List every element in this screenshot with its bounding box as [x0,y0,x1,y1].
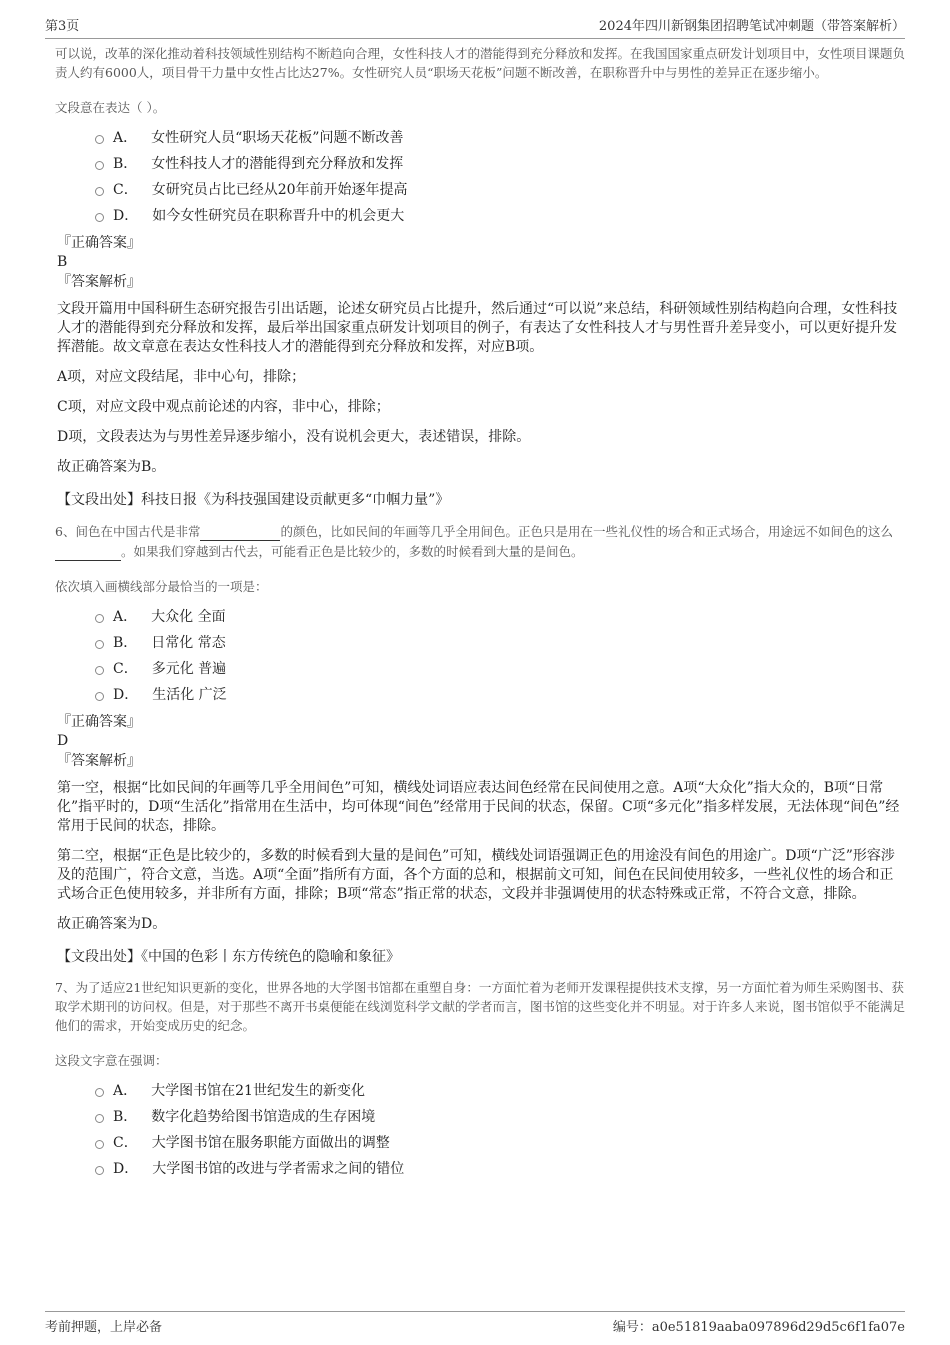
radio-icon[interactable] [95,161,104,170]
option-text: 女性科技人才的潜能得到充分释放和发挥 [151,156,404,172]
stem-text: 的颜色，比如民间的年画等几乎全用间色。正色只是用在一些礼仪性的场合和正式场合，用途远不如间色的这么 [280,524,893,539]
option-a[interactable] [95,1077,905,1103]
option-c[interactable] [95,176,905,202]
radio-icon[interactable] [95,1088,104,1097]
radio-icon[interactable] [95,187,104,196]
option-list [95,124,905,228]
analysis-paragraph: D项，文段表达为与男性差异逐步缩小，没有说机会更大，表述错误，排除。 [57,429,531,445]
radio-icon[interactable] [95,614,104,623]
option-letter: D． [113,208,139,224]
option-b[interactable] [95,150,905,176]
option-list [95,1077,905,1181]
analysis-paragraph: A项，对应文段结尾，非中心句，排除； [57,369,306,385]
correct-answer-label: 『正确答案』 [57,714,141,730]
option-text: 大众化 全面 [151,609,226,625]
question-6 [55,521,905,966]
question-stem: 7、为了适应21世纪知识更新的变化，世界各地的大学图书馆都在重塑自身：一方面忙着为老师开发课程提供技术支撑，另一方面忙着为师生采购图书、获取学术期刊的访问权。但是，对于那些不离开书桌便能在线浏览科学文献的学者而言，图书馆的这些变化并不明显。对于许多人来说，图书馆似乎不能满足他们的需求，开始变成历史的纪念。 [55,980,906,1033]
document-title: 2024年四川新钢集团招聘笔试冲刺题（带答案解析） [598,19,905,34]
option-text: 如今女性研究员在职称晋升中的机会更大 [152,208,405,224]
option-letter: C． [113,182,138,198]
stem-text: 6、间色在中国古代是非常 [55,524,201,539]
footer-slogan: 考前押题，上岸必备 [45,1320,163,1335]
radio-icon[interactable] [95,1166,104,1175]
fill-blank [55,541,121,561]
page-footer [45,1311,905,1336]
option-letter: B． [113,635,138,651]
option-text: 数字化趋势给图书馆造成的生存困境 [151,1109,376,1125]
option-letter: C． [113,661,138,677]
question-passage: 可以说，改革的深化推动着科技领域性别结构不断趋向合理，女性科技人才的潜能得到充分释放和发挥。在我国国家重点研发计划项目中，女性项目课题负责人约有6000人，项目骨干力量中女性占比达27%。女性研究人员“职场天花板”问题不断改善，在职称晋升中与男性的差异正在逐步缩小。 [55,46,906,80]
analysis-label: 『答案解析』 [57,753,141,769]
option-text: 日常化 常态 [151,635,226,651]
option-text: 大学图书馆在服务职能方面做出的调整 [151,1135,390,1151]
option-text: 生活化 广泛 [152,687,227,703]
question-5 [55,44,905,509]
option-d[interactable] [95,681,905,707]
option-text: 女研究员占比已经从20年前开始逐年提高 [151,182,408,198]
source-citation: 【文段出处】科技日报《为科技强国建设贡献更多“巾帼力量”》 [57,492,450,508]
correct-answer: D [57,733,69,749]
fill-blank [200,521,280,541]
question-prompt: 依次填入画横线部分最恰当的一项是： [55,579,268,594]
option-letter: D． [113,1161,139,1177]
page-number: 第3页 [45,19,80,34]
option-letter: C． [113,1135,138,1151]
radio-icon[interactable] [95,1114,104,1123]
analysis-paragraph: 第一空，根据“比如民间的年画等几乎全用间色”可知，横线处词语应表达间色经常在民间使用之意。A项“大众化”指大众的，B项“日常化”指平时的，D项“生活化”指常用在生活中，均可体现“间色”经常用于民间的状态，保留。C项“多元化”指多样发展，无法体现“间色”经常用于民间的状态，排除。 [57,780,900,834]
option-c[interactable] [95,1129,905,1155]
radio-icon[interactable] [95,1140,104,1149]
option-text: 多元化 普遍 [151,661,227,677]
option-letter: A． [113,609,138,625]
option-letter: B． [113,1109,138,1125]
analysis-paragraph: 故正确答案为B。 [57,459,166,475]
analysis-label: 『答案解析』 [57,274,141,290]
option-a[interactable] [95,124,905,150]
option-letter: A． [113,1083,138,1099]
document-code: 编号：a0e51819aaba097896d29d5c6f1fa07e [612,1320,905,1335]
option-text: 大学图书馆在21世纪发生的新变化 [151,1083,365,1099]
question-7 [55,978,905,1181]
analysis-paragraph: C项，对应文段中观点前论述的内容，非中心，排除； [57,399,390,415]
radio-icon[interactable] [95,640,104,649]
option-text: 大学图书馆的改进与学者需求之间的错位 [152,1161,405,1177]
option-c[interactable] [95,655,905,681]
source-citation: 【文段出处】《中国的色彩丨东方传统色的隐喻和象征》 [57,949,400,965]
option-b[interactable] [95,629,905,655]
analysis-paragraph: 文段开篇用中国科研生态研究报告引出话题，论述女研究员占比提升，然后通过“可以说”来总结，科研领域性别结构趋向合理，女性科技人才的潜能得到充分释放和发挥，最后举出国家重点研发计划项目的例子，有表达了女性科技人才与男性晋升差异变小，可以更好提升发挥潜能。故文章意在表达女性科技人才的潜能得到充分释放和发挥，对应B项。 [57,301,898,355]
option-a[interactable] [95,603,905,629]
question-stem [55,521,905,561]
option-d[interactable] [95,1155,905,1181]
radio-icon[interactable] [95,213,104,222]
option-letter: D． [113,687,139,703]
option-list [95,603,905,707]
correct-answer: B [57,254,68,270]
analysis-paragraph: 故正确答案为D。 [57,916,167,932]
stem-text: 。如果我们穿越到古代去，可能看正色是比较少的，多数的时候看到大量的是间色。 [121,544,584,559]
option-d[interactable] [95,202,905,228]
analysis-paragraph: 第二空，根据“正色是比较少的，多数的时候看到大量的是间色”可知，横线处词语强调正色的用途没有间色的用途广。D项“广泛”形容涉及的范围广，符合文意，当选。A项“全面”指所有方面，各个方面的总和，根据前文可知，间色在民间使用较多，一些礼仪性的场合和正式场合正色使用较多，并非所有方面，排除；B项“常态”指正常的状态，文段并非强调使用的状态特殊或正常，不符合文意，排除。 [57,848,895,902]
radio-icon[interactable] [95,135,104,144]
question-prompt: 文段意在表达（ ）。 [55,100,166,115]
correct-answer-label: 『正确答案』 [57,235,141,251]
page-content [55,44,905,1181]
option-b[interactable] [95,1103,905,1129]
radio-icon[interactable] [95,692,104,701]
radio-icon[interactable] [95,666,104,675]
option-text: 女性研究人员“职场天花板”问题不断改善 [151,130,404,146]
option-letter: B． [113,156,138,172]
question-prompt: 这段文字意在强调： [55,1053,168,1068]
page-header [45,10,905,39]
option-letter: A． [113,130,138,146]
